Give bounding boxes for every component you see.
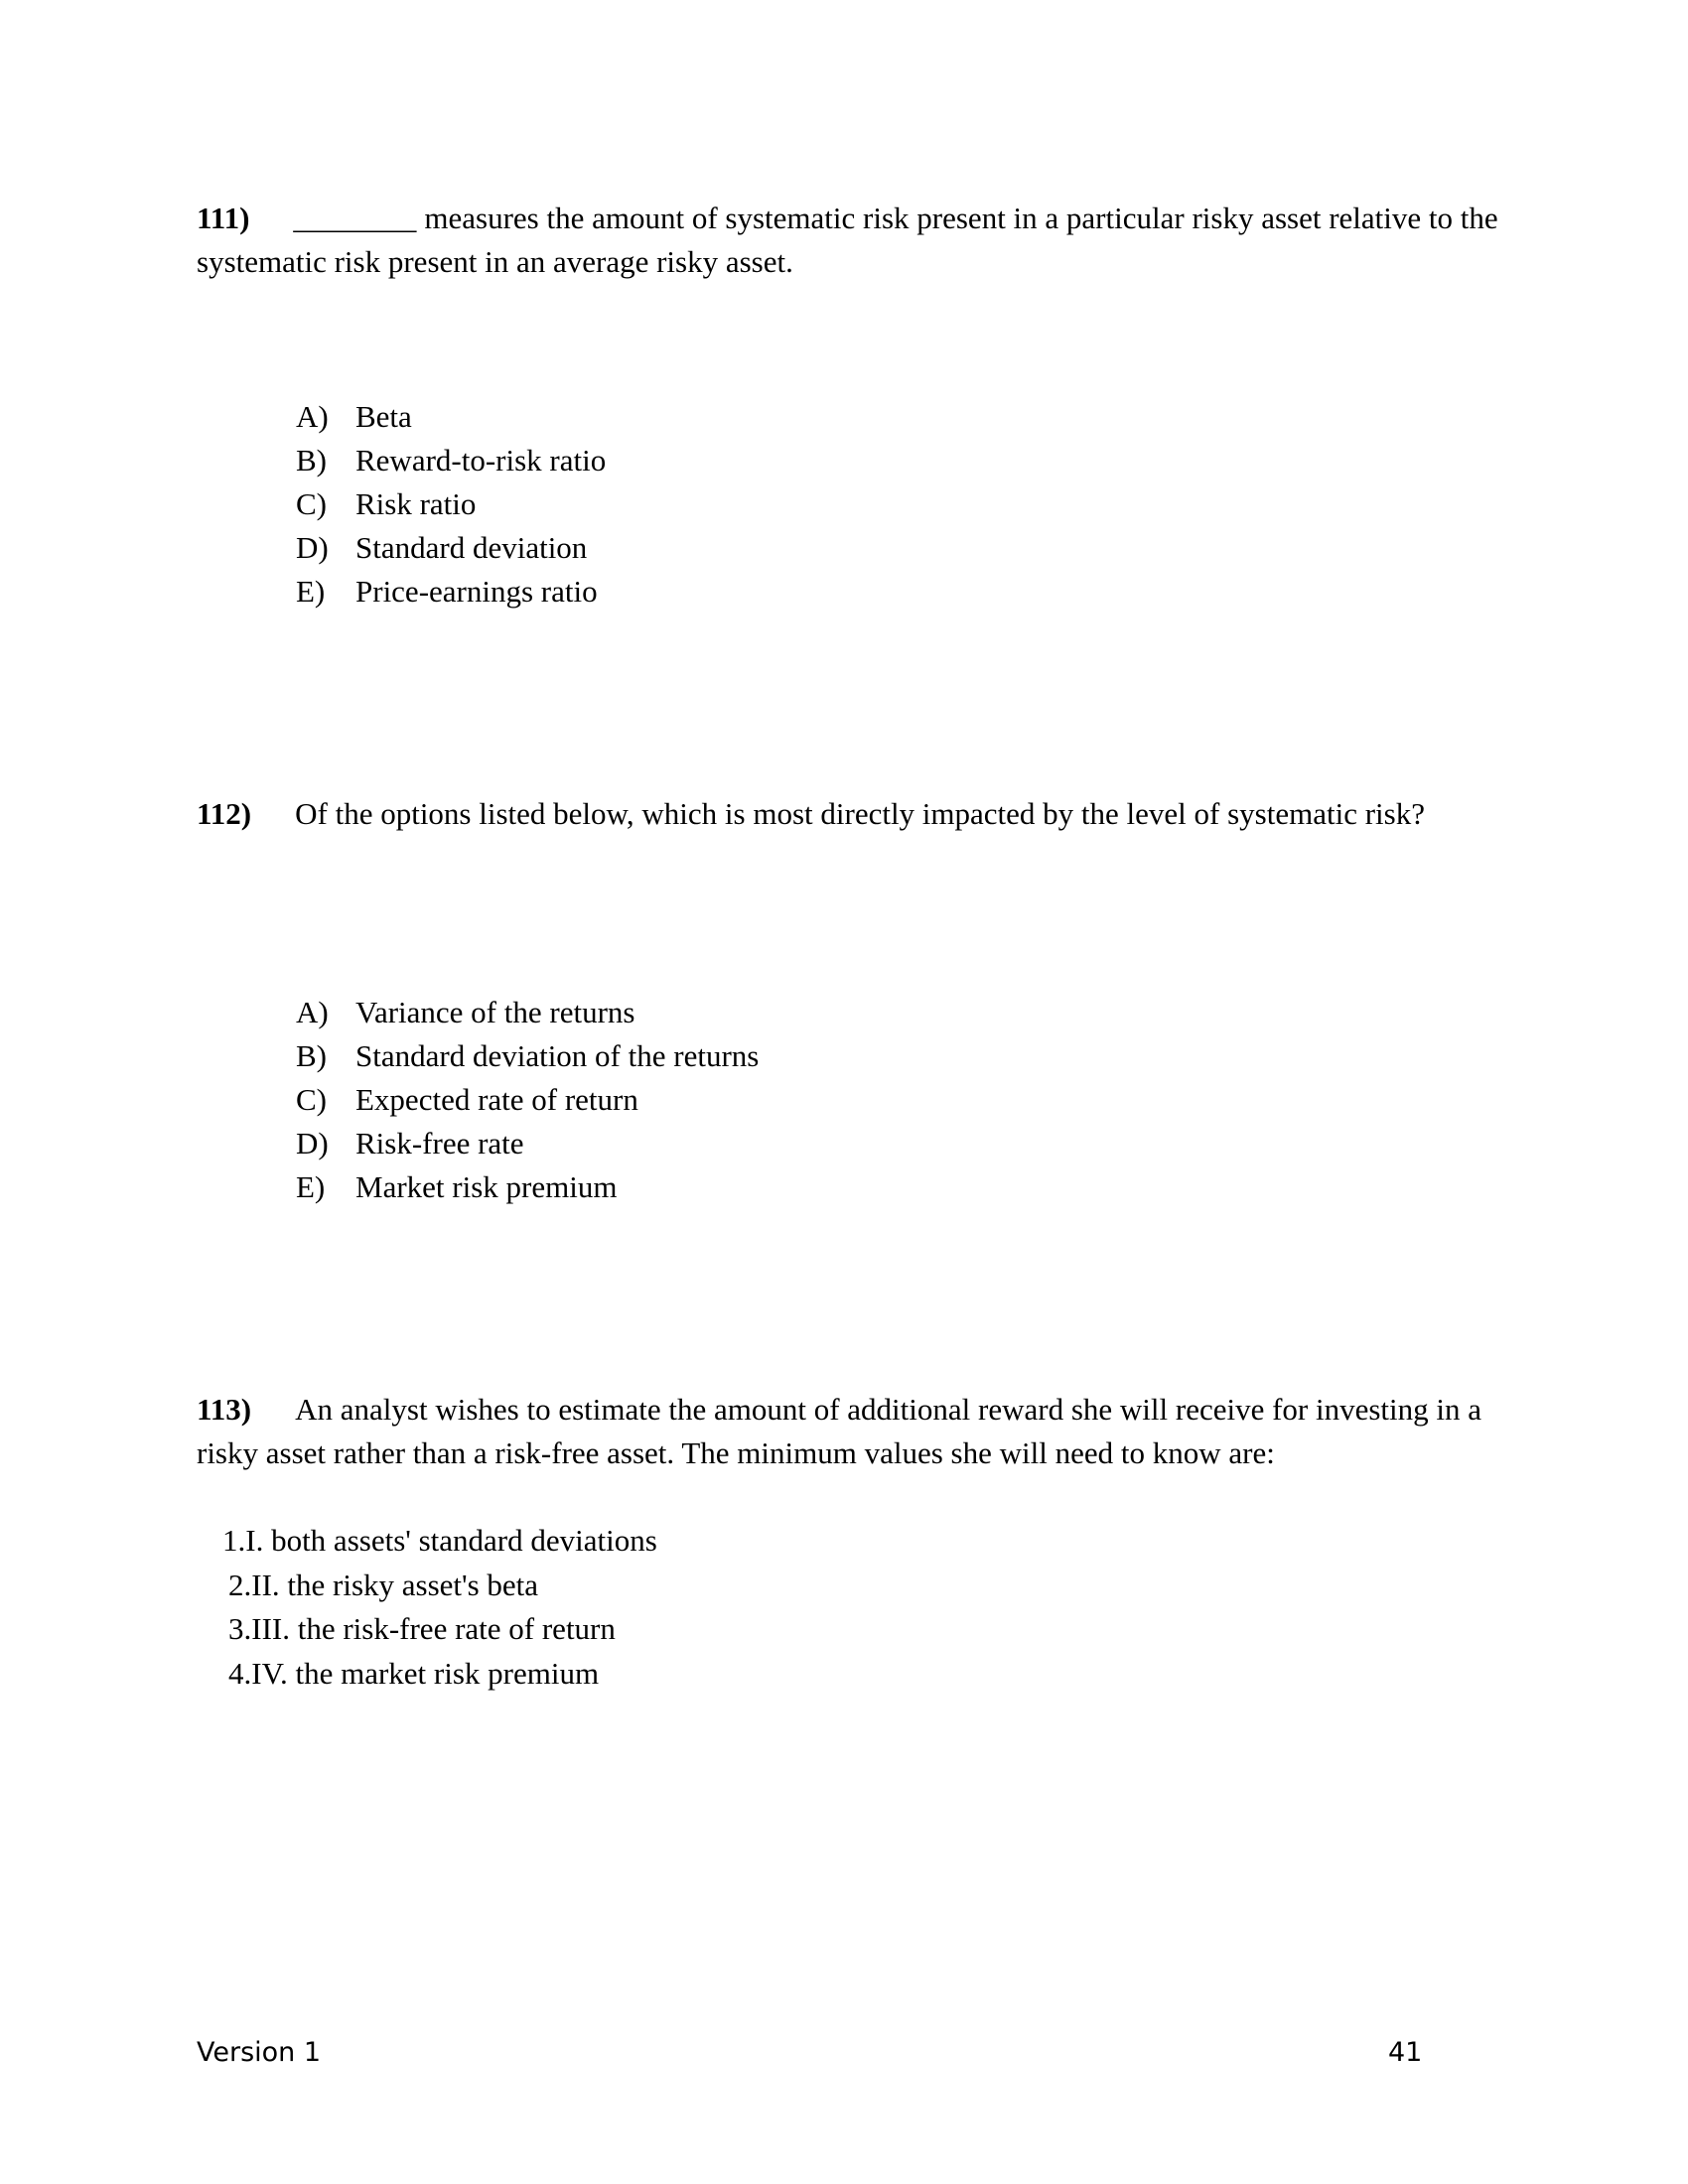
option-letter: A) (296, 995, 329, 1029)
question-113-text (197, 1388, 1517, 1475)
question-number: 113) (197, 1392, 252, 1427)
option (296, 526, 606, 570)
question-111-text (197, 197, 1517, 284)
question-111-options (296, 395, 606, 614)
footer-page-number: 41 (1388, 2037, 1423, 2068)
option-text: Risk ratio (355, 486, 477, 521)
option-text: Reward-to-risk ratio (355, 443, 607, 478)
option-letter: E) (296, 1169, 326, 1204)
option-text: Beta (355, 399, 412, 434)
option (296, 1034, 759, 1078)
question-112-options (296, 991, 759, 1209)
option-text: Standard deviation (355, 530, 588, 565)
option-letter: C) (296, 1082, 327, 1117)
option-text: Price-earnings ratio (355, 574, 598, 609)
question-body: Of the options listed below, which is most directly impacted by the level of systematic risk? (295, 796, 1425, 831)
option-text: Standard deviation of the returns (355, 1038, 760, 1073)
option (296, 1165, 759, 1209)
option-letter: B) (296, 443, 327, 478)
option-text: Market risk premium (355, 1169, 618, 1204)
option-letter: A) (296, 399, 329, 434)
option-text: Variance of the returns (355, 995, 635, 1029)
statement-item: 3.III. the risk-free rate of return (228, 1611, 616, 1646)
option-letter: D) (296, 1126, 329, 1160)
option-letter: B) (296, 1038, 327, 1073)
option-letter: D) (296, 530, 329, 565)
question-body: measures the amount of systematic risk present in a particular risky asset relative to the systematic risk present in an average risky asset. (197, 201, 1498, 279)
option (296, 570, 606, 614)
option-text: Expected rate of return (355, 1082, 638, 1117)
statement-item: 4.IV. the market risk premium (228, 1655, 600, 1691)
statement-item: 2.II. the risky asset's beta (228, 1567, 539, 1602)
statement-item: 1.I. both assets' standard deviations (222, 1523, 657, 1558)
option-letter: C) (296, 486, 327, 521)
option (296, 1122, 759, 1165)
question-body: An analyst wishes to estimate the amount of additional reward she will receive for investing in a risky asset rather than a risk-free asset. The minimum values she will need to know are: (197, 1392, 1482, 1470)
question-number: 112) (197, 796, 252, 831)
question-112-text (197, 792, 1517, 836)
option (296, 395, 606, 439)
option (296, 482, 606, 526)
option (296, 1078, 759, 1122)
option (296, 439, 606, 482)
question-number: 111) (197, 201, 250, 235)
option (296, 991, 759, 1034)
answer-blank: ________ (293, 201, 417, 235)
option-text: Risk-free rate (355, 1126, 524, 1160)
footer-version: Version 1 (197, 2037, 322, 2068)
question-113-statements (222, 1519, 657, 1696)
option-letter: E) (296, 574, 326, 609)
